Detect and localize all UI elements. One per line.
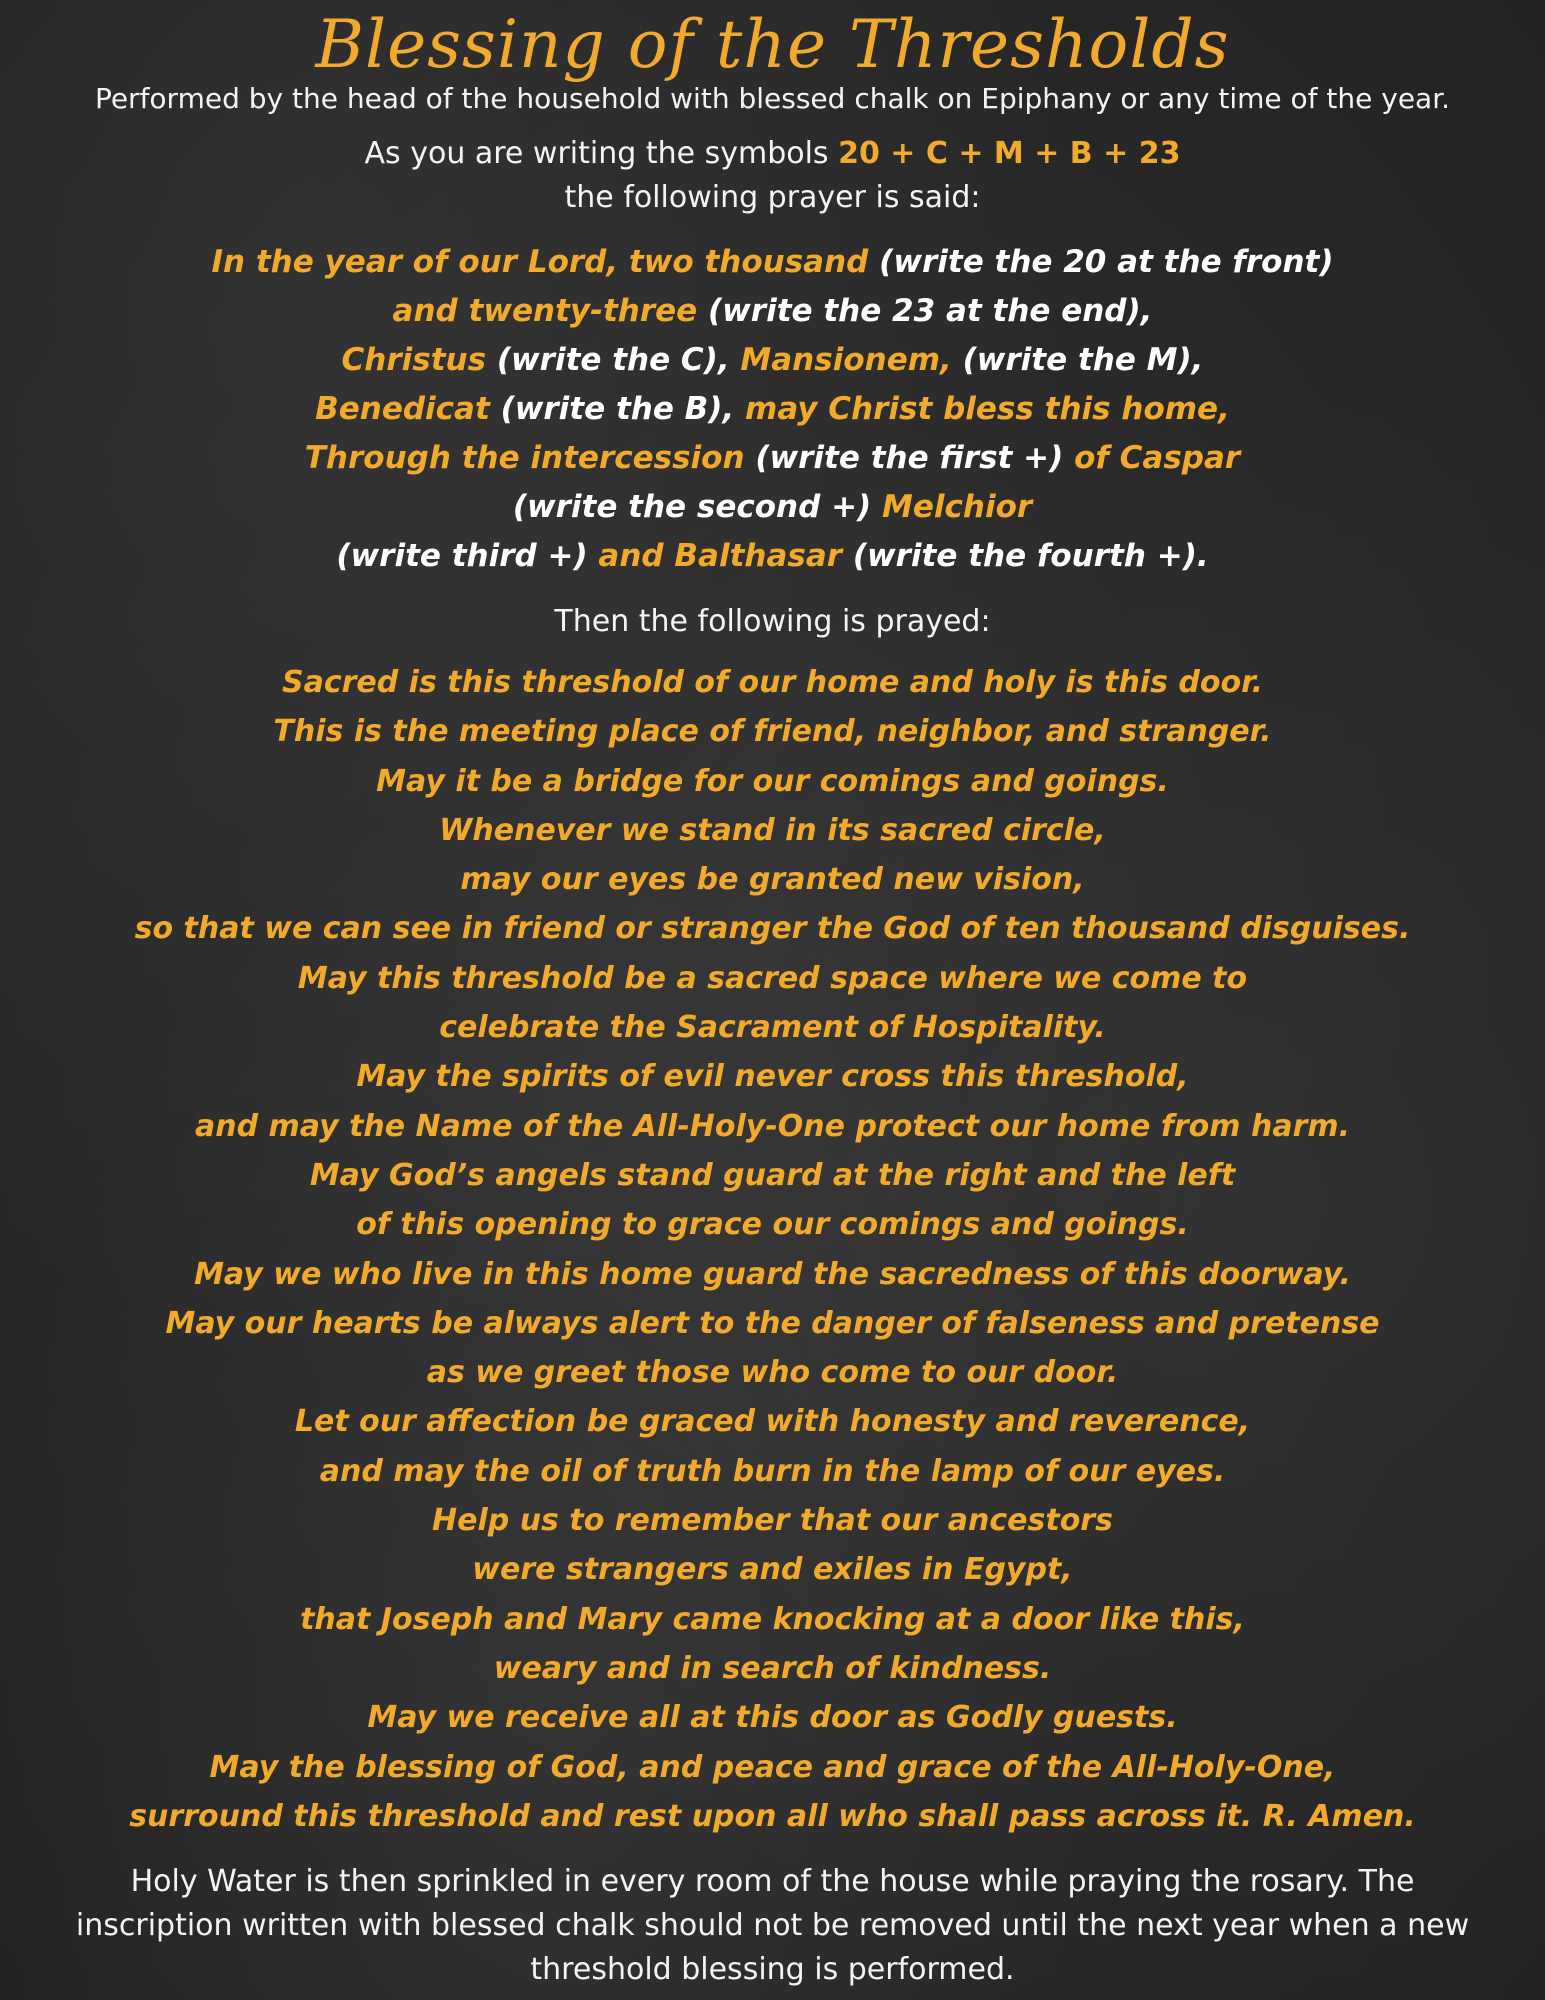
prayer-line: May it be a bridge for our comings and goings. bbox=[376, 763, 1169, 799]
prayer-line: surround this threshold and rest upon all who shall pass across it. R. Amen. bbox=[129, 1798, 1416, 1834]
prayer-line: and may the oil of truth burn in the lamp of our eyes. bbox=[319, 1453, 1226, 1489]
prayer-line: Whenever we stand in its sacred circle, bbox=[439, 812, 1106, 848]
then-text: Then the following is prayed: bbox=[554, 604, 991, 639]
invocation-prayer-text: of Caspar bbox=[1074, 440, 1241, 476]
invocation-prayer-text: and Balthasar bbox=[598, 538, 843, 574]
intro-line2: the following prayer is said: bbox=[564, 180, 981, 215]
invocation-prayer-text: Mansionem, bbox=[740, 342, 952, 378]
subtitle: Performed by the head of the household with blessed chalk on Epiphany or any time of the year. bbox=[94, 82, 1451, 115]
prayer-line: of this opening to grace our comings and goings. bbox=[356, 1207, 1189, 1243]
invocation-prayer-text: and twenty-three bbox=[392, 293, 698, 329]
prayer-line: May we receive all at this door as Godly guests. bbox=[367, 1700, 1178, 1736]
threshold-prayer bbox=[0, 658, 1545, 1841]
invocation-instruction: (write the B), bbox=[489, 391, 746, 427]
invocation-instruction: (write the 20 at the front) bbox=[868, 244, 1334, 280]
invocation-line bbox=[0, 336, 1545, 385]
invocation-instruction: (write the C), bbox=[486, 342, 741, 378]
invocation-line bbox=[0, 532, 1545, 581]
invocation-prayer-text: Through the intercession bbox=[304, 440, 745, 476]
invocation-instruction: (write the M), bbox=[951, 342, 1204, 378]
prayer-line: that Joseph and Mary came knocking at a door like this, bbox=[300, 1601, 1245, 1637]
invocation-instruction: (write third +) bbox=[336, 538, 599, 574]
prayer-line: May the blessing of God, and peace and grace of the All-Holy-One, bbox=[209, 1749, 1336, 1785]
invocation-prayer-text: Melchior bbox=[882, 489, 1033, 525]
prayer-line: and may the Name of the All-Holy-One protect our home from harm. bbox=[194, 1108, 1351, 1144]
intro-text bbox=[0, 132, 1545, 220]
footer-instructions: Holy Water is then sprinkled in every room of the house while praying the rosary. The inscription written with blessed chalk should not be removed until the next year when a new threshold blessing is performed. bbox=[75, 1864, 1470, 1987]
prayer-line: so that we can see in friend or stranger the God of ten thousand disguises. bbox=[134, 911, 1411, 947]
prayer-line: Sacred is this threshold of our home and holy is this door. bbox=[281, 665, 1263, 700]
prayer-line: celebrate the Sacrament of Hospitality. bbox=[439, 1010, 1106, 1046]
prayer-line: This is the meeting place of friend, neighbor, and stranger. bbox=[273, 714, 1272, 750]
prayer-line: Let our affection be graced with honesty and reverence, bbox=[294, 1404, 1251, 1440]
prayer-line: May God’s angels stand guard at the right and the left bbox=[309, 1157, 1236, 1193]
prayer-line: weary and in search of kindness. bbox=[493, 1650, 1052, 1686]
invocation-prayer-text: Benedicat bbox=[315, 391, 490, 427]
prayer-line: as we greet those who come to our door. bbox=[426, 1355, 1119, 1391]
chalk-symbols: 20 + C + M + B + 23 bbox=[838, 136, 1181, 171]
prayer-line: May the spirits of evil never cross this threshold, bbox=[356, 1059, 1189, 1095]
intro-prefix: As you are writing the symbols bbox=[364, 136, 839, 171]
prayer-line: May we who live in this home guard the sacredness of this doorway. bbox=[194, 1256, 1351, 1292]
invocation-line bbox=[0, 287, 1545, 336]
prayer-line: May this threshold be a sacred space where we come to bbox=[297, 960, 1248, 996]
invocation-instruction: (write the 23 at the end), bbox=[697, 293, 1153, 329]
invocation-line bbox=[0, 483, 1545, 532]
prayer-line: were strangers and exiles in Egypt, bbox=[472, 1552, 1073, 1588]
prayer-line: May our hearts be always alert to the danger of falseness and pretense bbox=[165, 1305, 1380, 1341]
prayer-line: may our eyes be granted new vision, bbox=[460, 862, 1085, 898]
invocation-prayer bbox=[0, 238, 1545, 581]
prayer-line: Help us to remember that our ancestors bbox=[432, 1503, 1113, 1539]
invocation-line bbox=[0, 238, 1545, 287]
invocation-line bbox=[0, 385, 1545, 434]
invocation-instruction: (write the first +) bbox=[744, 440, 1075, 476]
invocation-instruction: (write the second +) bbox=[512, 489, 883, 525]
invocation-prayer-text: Christus bbox=[341, 342, 487, 378]
invocation-instruction: (write the fourth +). bbox=[842, 538, 1209, 574]
invocation-prayer-text: may Christ bless this home, bbox=[745, 391, 1230, 427]
invocation-prayer-text: In the year of our Lord, two thousand bbox=[211, 244, 869, 280]
invocation-line bbox=[0, 434, 1545, 483]
page-title: Blessing of the Thresholds bbox=[315, 6, 1230, 83]
